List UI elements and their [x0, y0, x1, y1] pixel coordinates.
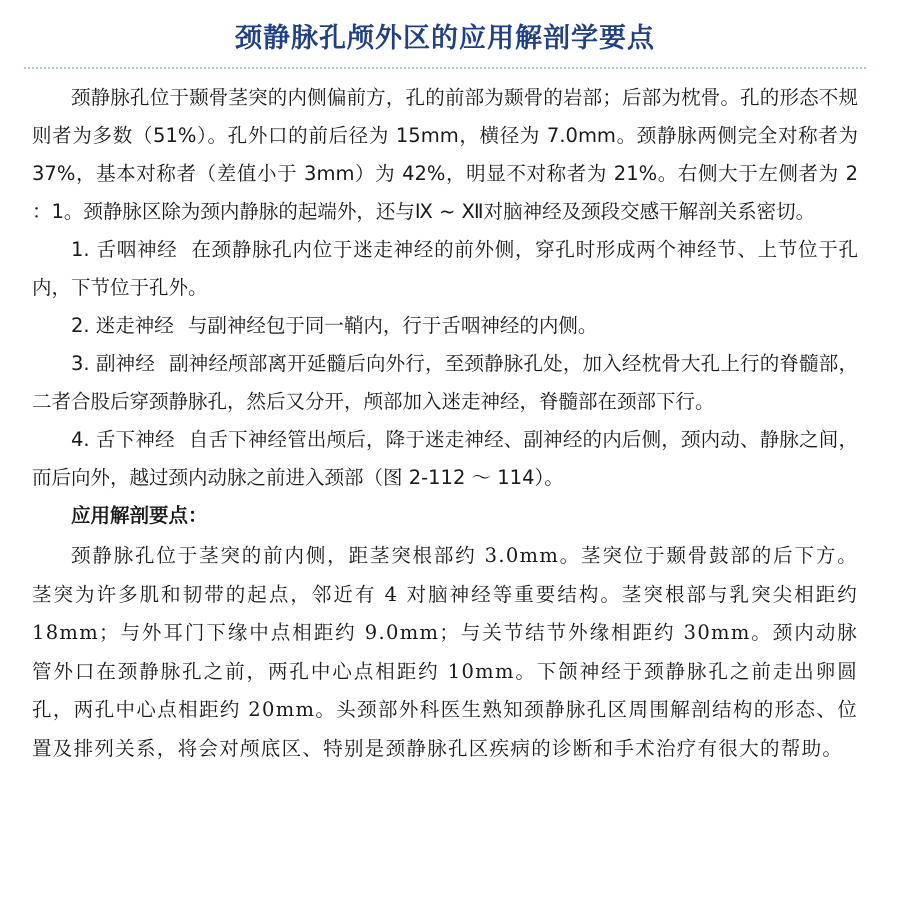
nerve-item-hypoglossal: [32, 421, 858, 497]
nerve-label: 3. 副神经: [71, 352, 156, 375]
nerve-label: 1. 舌咽神经: [71, 238, 178, 261]
nerve-item-accessory: [32, 345, 858, 421]
nerve-text: 副神经颅部离开延髓后向外行，至颈静脉孔处，加入经枕骨大孔上行的脊髓部，二者合股后穿颈静脉孔，然后又分开，颅部加入迷走神经，脊髓部在颈部下行。: [32, 352, 858, 413]
nerve-label: 4. 舌下神经: [71, 428, 175, 451]
intro-paragraph: 颈静脉孔位于颞骨茎突的内侧偏前方，孔的前部为颞骨的岩部；后部为枕骨。孔的形态不规则者为多数（51%）。孔外口的前后径为 15mm，横径为 7.0mm。颈静脉两侧完全对称者为 37%，基本对称者（差值小于 3mm）为 42%，明显不对称者为 21%。右侧大于左侧者为 2 ：1。颈静脉区除为颈内静脉的起端外，还与Ⅸ ~ Ⅻ对脑神经及颈段交感干解剖关系密切。: [32, 86, 858, 223]
page-title: 颈静脉孔颅外区的应用解剖学要点: [235, 23, 655, 54]
applied-anatomy-heading: 应用解剖要点：: [71, 504, 208, 527]
nerve-item-glossopharyngeal: [32, 231, 858, 307]
nerve-label: 2. 迷走神经: [71, 314, 174, 337]
nerve-text: 在颈静脉孔内位于迷走神经的前外侧，穿孔时形成两个神经节、上节位于孔内，下节位于孔外。: [32, 238, 858, 299]
title-divider: [24, 67, 866, 69]
nerve-item-vagus: [32, 307, 858, 345]
nerve-text: 自舌下神经管出颅后，降于迷走神经、副神经的内后侧，颈内动、静脉之间，而后向外，越过颈内动脉之前进入颈部（图 2-112 ～ 114）。: [32, 428, 858, 489]
nerve-text: 与副神经包于同一鞘内，行于舌咽神经的内侧。: [187, 314, 598, 337]
applied-anatomy-paragraph: 颈静脉孔位于茎突的前内侧，距茎突根部约 3.0mm。茎突位于颞骨鼓部的后下方。茎突为许多肌和韧带的起点，邻近有 4 对脑神经等重要结构。茎突根部与乳突尖相距约 18mm；与外耳门下缘中点相距约 9.0mm；与关节结节外缘相距约 30mm。颈内动脉管外口在颈静脉孔之前，两孔中心点相距约 10mm。下颌神经于颈静脉孔之前走出卵圆孔，两孔中心点相距约 20mm。头颈部外科医生熟知颈静脉孔区周围解剖结构的形态、位置及排列关系，将会对颅底区、特别是颈静脉孔区疾病的诊断和手术治疗有很大的帮助。: [32, 544, 858, 760]
